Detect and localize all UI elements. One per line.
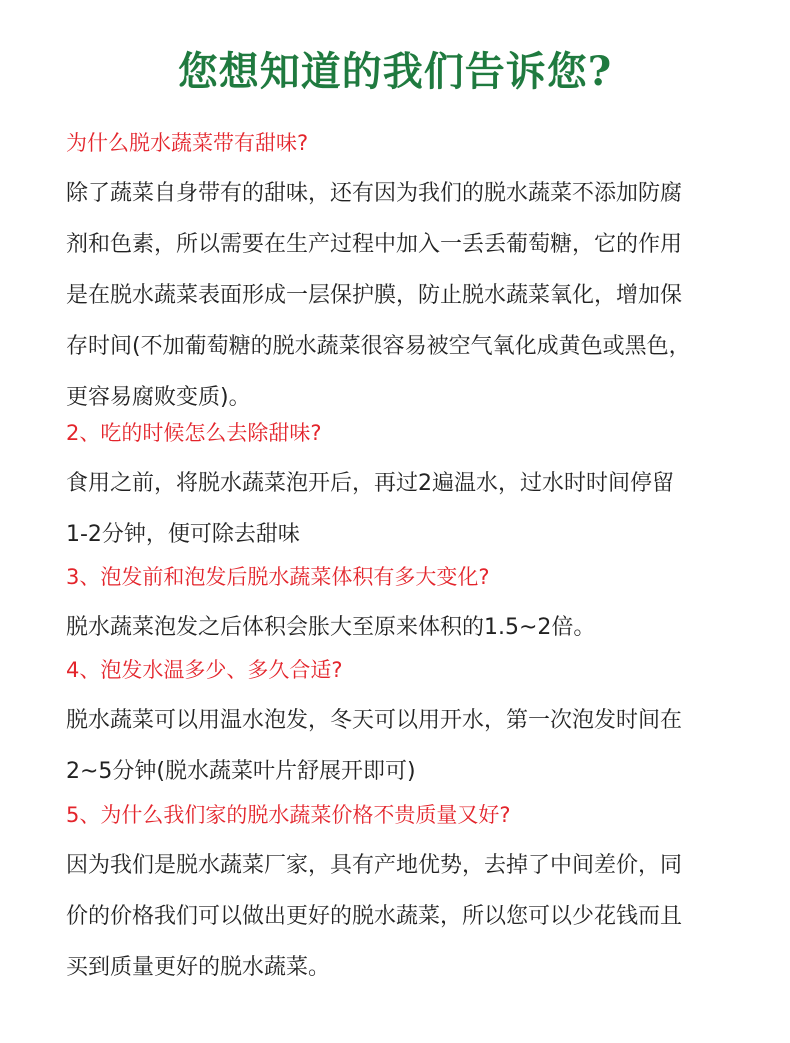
answer-line: 价的价格我们可以做出更好的脱水蔬菜，所以您可以少花钱而且 [66, 904, 683, 929]
answer-line: 脱水蔬菜可以用温水泡发，冬天可以用开水，第一次泡发时间在 [66, 708, 683, 733]
faq-item [66, 562, 766, 653]
faq-question: 4、泡发水温多少、多久合适? [66, 658, 343, 682]
faq-item [66, 800, 766, 993]
answer-line: 存时间(不加葡萄糖的脱水蔬菜很容易被空气氧化成黄色或黑色， [66, 334, 691, 359]
answer-line: 食用之前，将脱水蔬菜泡开后，再过2遍温水，过水时时间停留 [66, 471, 674, 496]
answer-line: 1-2分钟，便可除去甜味 [66, 522, 300, 547]
faq-item [66, 655, 766, 797]
answer-line: 2~5分钟(脱水蔬菜叶片舒展开即可) [66, 759, 416, 784]
faq-answer [66, 458, 766, 560]
answer-line: 脱水蔬菜泡发之后体积会胀大至原来体积的1.5~2倍。 [66, 615, 596, 640]
faq-item [66, 418, 766, 560]
faq-question: 2、吃的时候怎么去除甜味? [66, 421, 322, 445]
faq-answer [66, 168, 766, 423]
faq-answer [66, 602, 766, 653]
answer-line: 更容易腐败变质)。 [66, 385, 251, 410]
faq-answer [66, 840, 766, 993]
faq-answer [66, 695, 766, 797]
answer-line: 剂和色素，所以需要在生产过程中加入一丢丢葡萄糖，它的作用 [66, 232, 683, 257]
faq-question: 为什么脱水蔬菜带有甜味? [66, 131, 309, 155]
faq-item [66, 128, 766, 423]
page-title: 您想知道的我们告诉您? [177, 48, 613, 95]
answer-line: 因为我们是脱水蔬菜厂家，具有产地优势，去掉了中间差价，同 [66, 853, 683, 878]
faq-question: 5、为什么我们家的脱水蔬菜价格不贵质量又好? [66, 803, 511, 827]
answer-line: 买到质量更好的脱水蔬菜。 [66, 955, 331, 980]
faq-question: 3、泡发前和泡发后脱水蔬菜体积有多大变化? [66, 565, 490, 589]
answer-line: 是在脱水蔬菜表面形成一层保护膜，防止脱水蔬菜氧化，增加保 [66, 283, 683, 308]
answer-line: 除了蔬菜自身带有的甜味，还有因为我们的脱水蔬菜不添加防腐 [66, 181, 683, 206]
